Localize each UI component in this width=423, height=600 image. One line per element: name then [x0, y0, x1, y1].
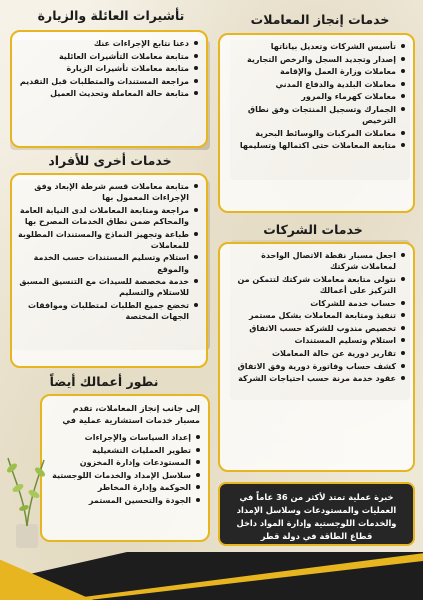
section-title-develop: نطور أعمالك أيضاً — [49, 374, 159, 389]
list-item: إعداد السياسات والإجراءات — [48, 432, 200, 443]
section-title-individuals: خدمات أخرى للأفراد — [48, 153, 172, 168]
list-item: معاملات المركبات والوسائط البحرية — [226, 128, 405, 139]
list-item: دعنا نتابع الإجراءات عنك — [18, 38, 198, 49]
bullet-icon — [194, 208, 198, 212]
bullet-icon — [194, 54, 198, 58]
bullet-icon — [401, 253, 405, 257]
bullet-icon — [196, 498, 200, 502]
bullet-icon — [194, 79, 198, 83]
bullet-icon — [401, 364, 405, 368]
list-item: الجودة والتحسين المستمر — [48, 495, 200, 506]
bullet-icon — [401, 313, 405, 317]
bullet-icon — [401, 82, 405, 86]
bullet-icon — [196, 485, 200, 489]
list-item: عقود خدمة مرنة حسب احتياجات الشركة — [226, 373, 405, 384]
bullet-icon — [194, 303, 198, 307]
list-item: سلاسل الإمداد والخدمات اللوجستية — [48, 470, 200, 481]
list-item: متابعة معاملات قسم شرطة الإبعاد وفق الإجراءات المعمول بها — [18, 181, 198, 203]
list-item: كشف حساب وفاتورة دورية وفق الاتفاق — [226, 361, 405, 372]
list-item: متابعة معاملات تأشيرات الزيارة — [18, 63, 198, 74]
bullet-icon — [194, 232, 198, 236]
bullet-icon — [401, 277, 405, 281]
list-item: مراجعة ومتابعة المعاملات لدى النيابة العامة والمحاكم ضمن نطاق الخدمات المصرح بها — [18, 205, 198, 227]
bullet-icon — [401, 131, 405, 135]
bullet-icon — [401, 326, 405, 330]
bullet-icon — [401, 338, 405, 342]
card-individuals — [10, 173, 208, 368]
list-item: مراجعة المستندات والمتطلبات قبل التقديم — [18, 76, 198, 87]
develop-intro: إلى جانب إنجاز المعاملات، تقدم مسبار خدمات استشارية عملية في — [62, 403, 200, 425]
list-item: طباعة وتجهيز النماذج والمستندات المطلوبة للمعاملات — [18, 229, 198, 251]
list-item: حساب خدمة للشركات — [226, 298, 405, 309]
bullet-icon — [194, 184, 198, 188]
list-companies — [226, 250, 405, 384]
list-individuals — [18, 181, 198, 322]
bullet-icon — [401, 301, 405, 305]
card-family-visas — [10, 30, 208, 148]
list-item: نتولى متابعة معاملات شركتك لتتمكن من التركيز على أعمالك — [226, 274, 405, 296]
plant-icon — [4, 438, 50, 548]
list-item: تقارير دورية عن حالة المعاملات — [226, 348, 405, 359]
list-item: متابعة معاملات التأشيرات العائلية — [18, 51, 198, 62]
list-family-visas — [18, 38, 198, 100]
bullet-icon — [401, 351, 405, 355]
experience-box: خبرة عملية تمتد لأكثر من 36 عاماً في العمليات والمستودعات وسلاسل الإمداد والخدمات اللوجستية وإدارة المواد داخل قطاع الطاقة في دولة قطر — [218, 482, 415, 546]
list-item: الجمارك وتسجيل المنتجات وفق نطاق الترخيص — [226, 104, 405, 126]
list-item: إصدار وتجديد السجل والرخص التجارية — [226, 54, 405, 65]
bullet-icon — [196, 448, 200, 452]
card-transactions — [218, 33, 415, 213]
list-item: معاملات البلدية والدفاع المدني — [226, 79, 405, 90]
section-title-transactions: خدمات إنجاز المعاملات — [250, 12, 390, 27]
list-item: خدمة مخصصة للسيدات مع التنسيق المسبق للاستلام والتسليم — [18, 276, 198, 298]
bullet-icon — [194, 91, 198, 95]
list-item: تنفيذ ومتابعة المعاملات بشكل مستمر — [226, 310, 405, 321]
bullet-icon — [401, 143, 405, 147]
bullet-icon — [401, 94, 405, 98]
list-item: استلام وتسليم المستندات — [226, 335, 405, 346]
bullet-icon — [401, 57, 405, 61]
list-item: تخضع جميع الطلبات لمتطلبات وموافقات الجهات المختصة — [18, 300, 198, 322]
bullet-icon — [194, 41, 198, 45]
list-item: تأسيس الشركات وتعديل بياناتها — [226, 41, 405, 52]
section-title-companies: خدمات الشركات — [263, 222, 363, 237]
card-companies — [218, 242, 415, 472]
list-item: الحوكمة وإدارة المخاطر — [48, 482, 200, 493]
bullet-icon — [196, 473, 200, 477]
card-develop — [40, 394, 210, 542]
bullet-icon — [196, 435, 200, 439]
bullet-icon — [194, 66, 198, 70]
list-item: اجعل مسبار نقطة الاتصال الواحدة لمعاملات شركتك — [226, 250, 405, 272]
bullet-icon — [401, 44, 405, 48]
bullet-icon — [194, 279, 198, 283]
list-item: تطوير العمليات التشغيلية — [48, 445, 200, 456]
list-item: المستودعات وإدارة المخزون — [48, 457, 200, 468]
list-item: متابعة المعاملات حتى اكتمالها وتسليمها — [226, 140, 405, 151]
section-title-family-visas: تأشيرات العائلة والزيارة — [37, 8, 185, 23]
list-item: معاملات وزارة العمل والإقامة — [226, 66, 405, 77]
list-transactions — [226, 41, 405, 152]
bullet-icon — [194, 255, 198, 259]
list-develop — [48, 432, 200, 506]
list-item: متابعة حالة المعاملة وتحديث العميل — [18, 88, 198, 99]
bullet-icon — [196, 460, 200, 464]
bullet-icon — [401, 376, 405, 380]
list-item: استلام وتسليم المستندات حسب الخدمة والموقع — [18, 252, 198, 274]
list-item: تخصيص مندوب للشركة حسب الاتفاق — [226, 323, 405, 334]
bullet-icon — [401, 107, 405, 111]
list-item: معاملات كهرماء والمرور — [226, 91, 405, 102]
bullet-icon — [401, 69, 405, 73]
